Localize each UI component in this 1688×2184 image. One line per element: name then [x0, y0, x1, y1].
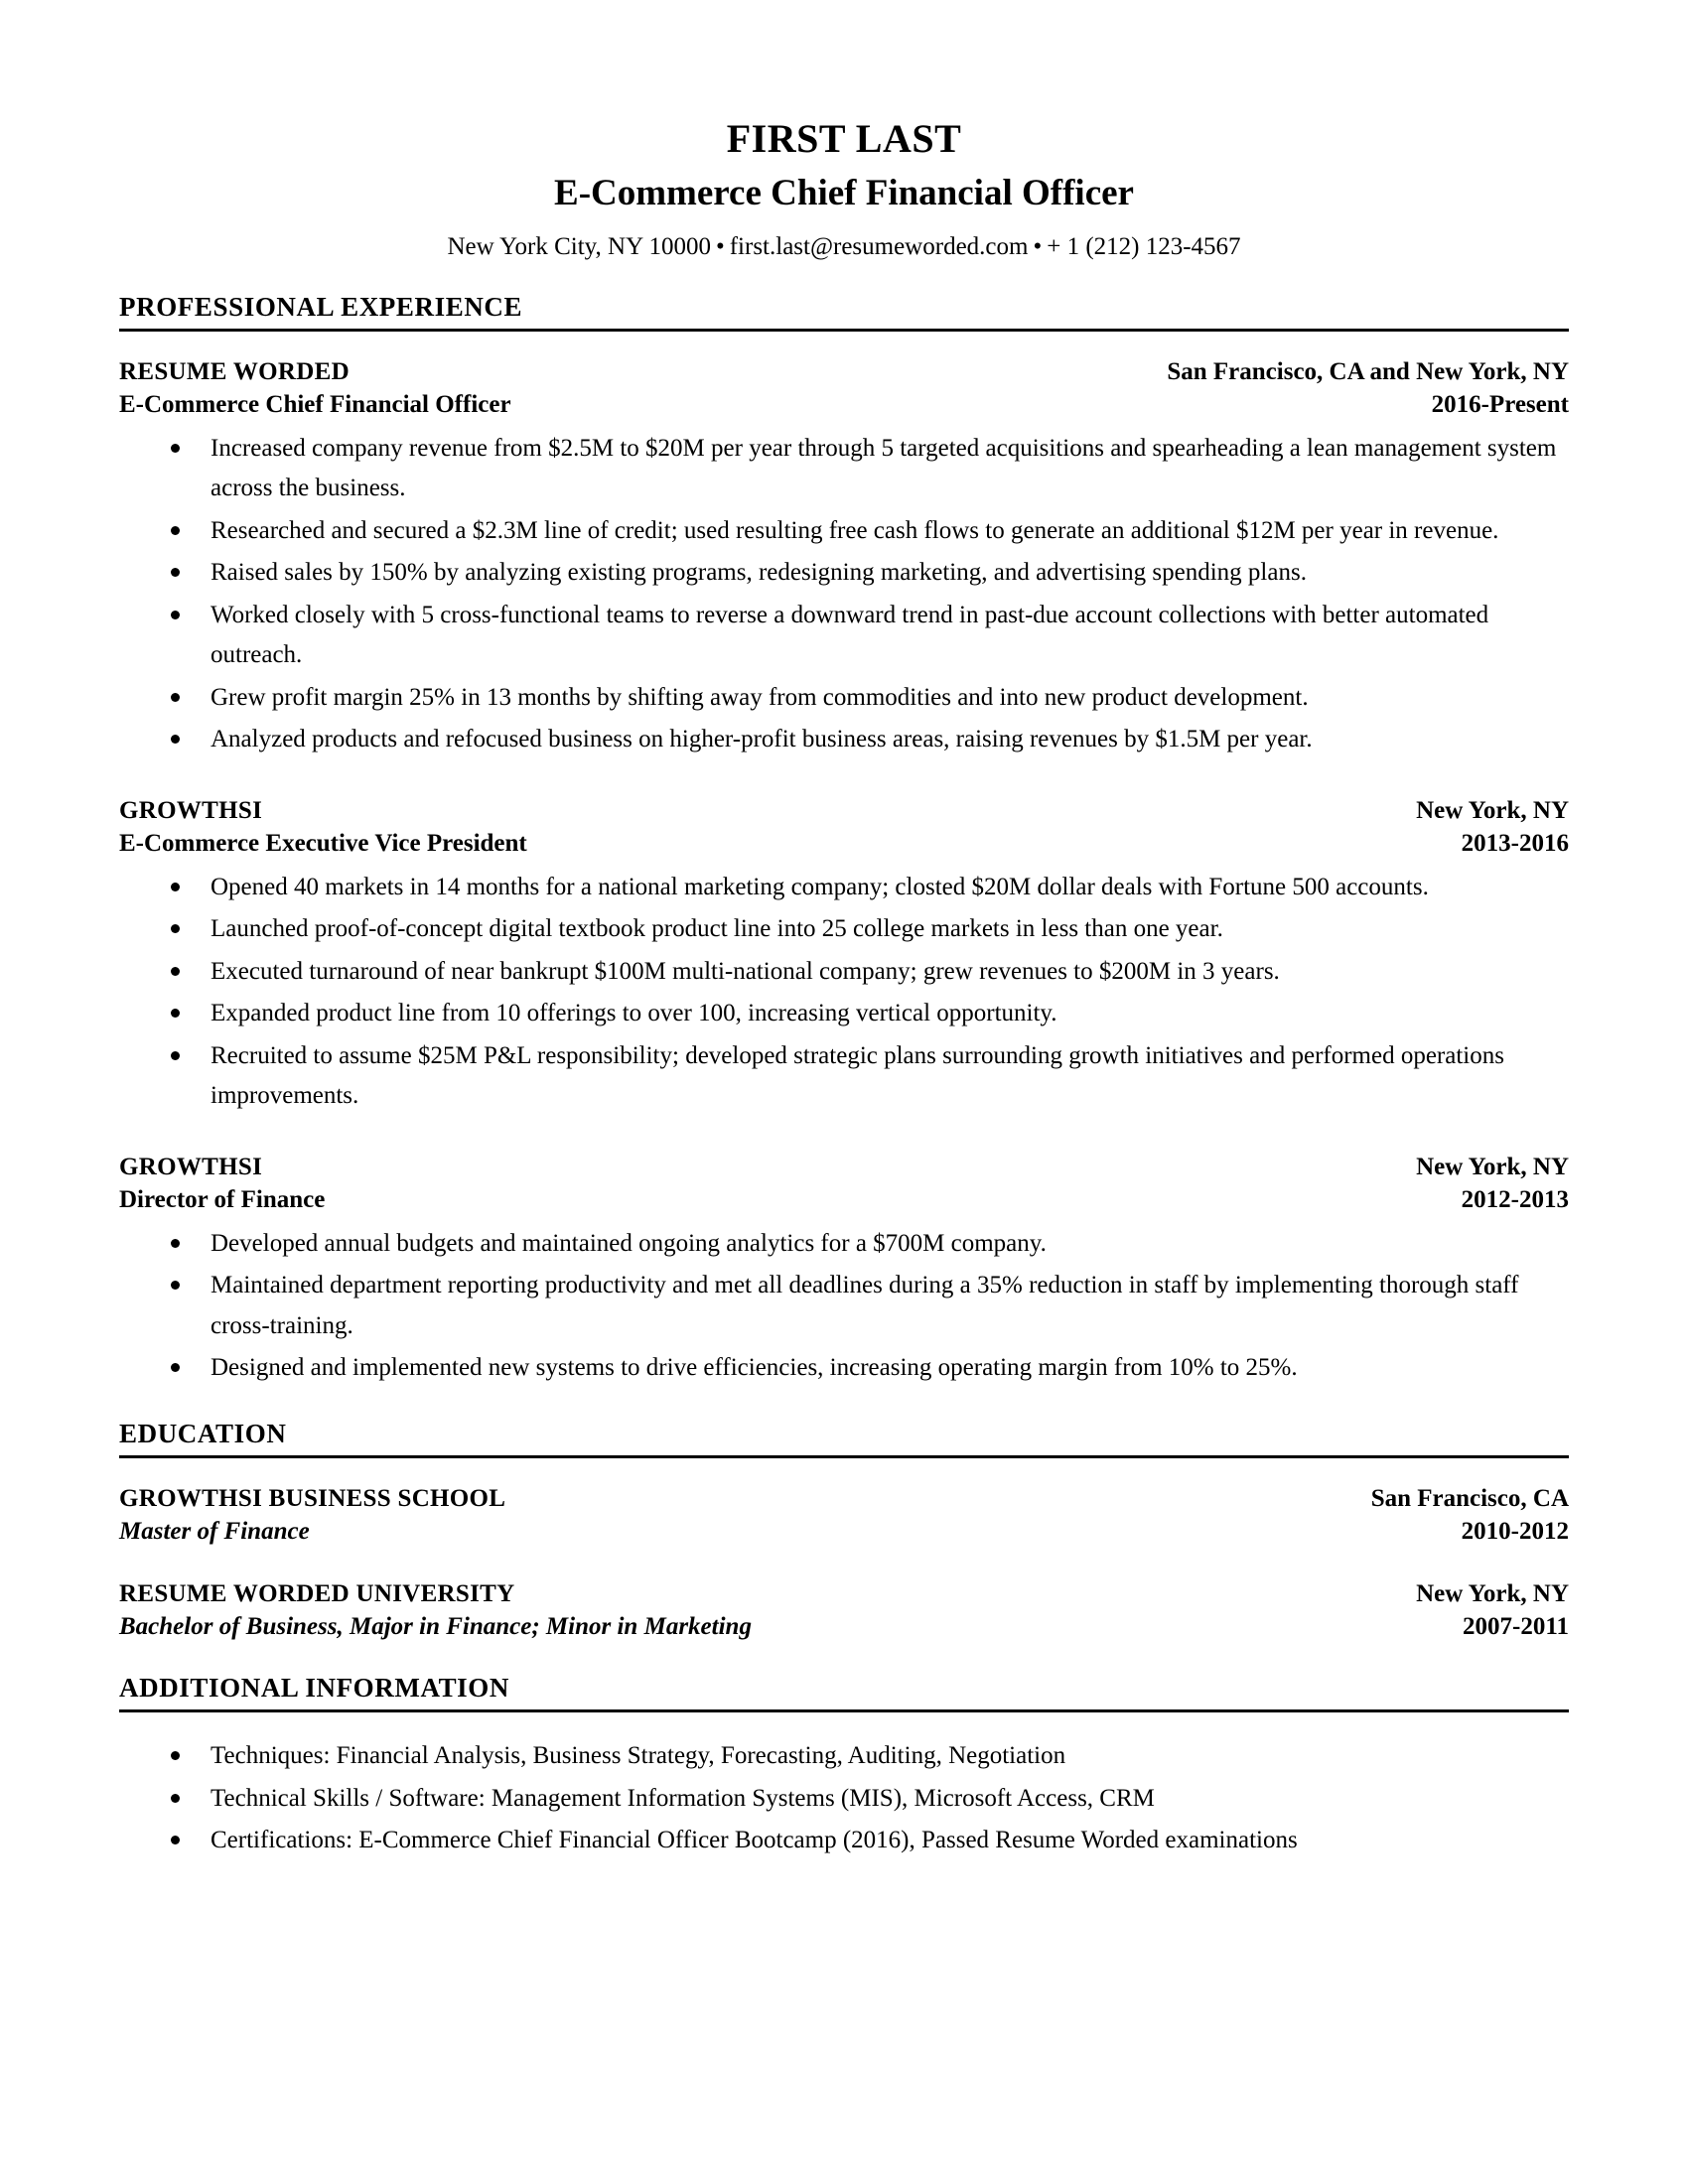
education-school-row — [119, 1482, 1569, 1515]
experience-role-row — [119, 1183, 1569, 1216]
experience-company: RESUME WORDED — [119, 357, 350, 385]
bullet-text: Opened 40 markets in 14 months for a national marketing company; closted $20M dollar deals with Fortune 500 accounts. — [211, 873, 1429, 900]
experience-bullets — [119, 1224, 1569, 1389]
experience-role-row — [119, 388, 1569, 421]
section-heading-additional: ADDITIONAL INFORMATION — [119, 1673, 1569, 1712]
list-item — [119, 1821, 1569, 1861]
bullet-dot-icon — [171, 1051, 180, 1060]
experience-role: E-Commerce Executive Vice President — [119, 829, 527, 857]
bullet-text: Techniques: Financial Analysis, Business Strategy, Forecasting, Auditing, Negotiation — [211, 1742, 1066, 1770]
bullet-text: Recruited to assume $25M P&L responsibility; developed strategic plans surrounding growth initiatives and performed operations improvements. — [211, 1041, 1504, 1110]
education-degree: Master of Finance — [119, 1517, 310, 1545]
experience-entry — [119, 794, 1569, 1117]
education-degree-row — [119, 1515, 1569, 1548]
experience-location: San Francisco, CA and New York, NY — [1167, 357, 1569, 385]
resume-content — [119, 0, 1569, 1861]
experience-entry — [119, 355, 1569, 760]
list-item — [119, 720, 1569, 760]
bullet-dot-icon — [171, 444, 180, 453]
experience-dates: 2016-Present — [1431, 390, 1569, 418]
list-item — [119, 1266, 1569, 1346]
bullet-text: Raised sales by 150% by analyzing existing programs, redesigning marketing, and advertising spending plans. — [211, 559, 1307, 587]
list-item — [119, 1779, 1569, 1820]
experience-entry — [119, 1151, 1569, 1389]
list-item — [119, 1348, 1569, 1389]
bullet-dot-icon — [171, 735, 180, 744]
section-heading-education: EDUCATION — [119, 1419, 1569, 1458]
education-school: GROWTHSI BUSINESS SCHOOL — [119, 1484, 506, 1512]
bullet-text: Maintained department reporting productivity and met all deadlines during a 35% reduction in staff by implementing thorough staff cross-training. — [211, 1272, 1519, 1339]
list-item — [119, 868, 1569, 908]
section-professional-experience — [119, 292, 1569, 1389]
bullet-text: Analyzed products and refocused business on higher-profit business areas, raising revenues by $1.5M per year. — [211, 726, 1313, 753]
experience-company: GROWTHSI — [119, 1153, 263, 1180]
list-item — [119, 678, 1569, 719]
list-item — [119, 1736, 1569, 1777]
bullet-text: Expanded product line from 10 offerings to over 100, increasing vertical opportunity. — [211, 1000, 1057, 1027]
bullet-dot-icon — [171, 526, 180, 535]
candidate-name: FIRST LAST — [726, 116, 962, 161]
bullet-text: Designed and implemented new systems to drive efficiencies, increasing operating margin from 10% to 25%. — [211, 1354, 1298, 1382]
experience-dates: 2013-2016 — [1461, 829, 1569, 857]
contact-phone: + 1 (212) 123-4567 — [1047, 232, 1241, 260]
bullet-dot-icon — [171, 1239, 180, 1248]
education-dates: 2007-2011 — [1463, 1612, 1569, 1640]
experience-bullets — [119, 429, 1569, 760]
education-degree-row — [119, 1610, 1569, 1643]
education-school: RESUME WORDED UNIVERSITY — [119, 1579, 515, 1607]
education-degree: Bachelor of Business, Major in Finance; Minor in Marketing — [119, 1612, 752, 1640]
experience-role-row — [119, 827, 1569, 860]
bullet-dot-icon — [171, 1009, 180, 1018]
list-item — [119, 511, 1569, 552]
list-item — [119, 1224, 1569, 1265]
list-item — [119, 952, 1569, 993]
bullet-dot-icon — [171, 967, 180, 976]
bullet-dot-icon — [171, 1363, 180, 1372]
bullet-text: Developed annual budgets and maintained ongoing analytics for a $700M company. — [211, 1229, 1047, 1257]
bullet-text: Researched and secured a $2.3M line of credit; used resulting free cash flows to generate an additional $12M per year in revenue. — [211, 516, 1499, 544]
bullet-dot-icon — [171, 568, 180, 577]
contact-separator-2: • — [1033, 232, 1043, 260]
section-education — [119, 1419, 1569, 1643]
contact-line — [119, 232, 1569, 262]
contact-email[interactable]: first.last@resumeworded.com — [729, 232, 1029, 260]
bullet-dot-icon — [171, 1751, 180, 1760]
bullet-dot-icon — [171, 1794, 180, 1803]
list-item — [119, 909, 1569, 950]
candidate-title: E-Commerce Chief Financial Officer — [554, 173, 1134, 214]
bullet-text: Technical Skills / Software: Management Information Systems (MIS), Microsoft Access, CRM — [211, 1784, 1155, 1812]
bullet-dot-icon — [171, 924, 180, 933]
experience-bullets — [119, 868, 1569, 1117]
section-additional-information — [119, 1673, 1569, 1861]
bullet-text: Worked closely with 5 cross-functional teams to reverse a downward trend in past-due account collections with better automated outreach. — [211, 601, 1489, 669]
bullet-text: Launched proof-of-concept digital textbook product line into 25 college markets in less than one year. — [211, 915, 1223, 943]
experience-role: E-Commerce Chief Financial Officer — [119, 390, 511, 418]
experience-dates: 2012-2013 — [1461, 1185, 1569, 1213]
education-entry — [119, 1482, 1569, 1548]
bullet-dot-icon — [171, 611, 180, 619]
list-item — [119, 596, 1569, 676]
experience-company: GROWTHSI — [119, 796, 263, 824]
additional-information-list — [119, 1736, 1569, 1861]
section-heading-experience: PROFESSIONAL EXPERIENCE — [119, 292, 1569, 332]
education-location: New York, NY — [1416, 1579, 1569, 1607]
bullet-text: Increased company revenue from $2.5M to $20M per year through 5 targeted acquisitions and spearheading a lean management system across the business. — [211, 434, 1557, 502]
bullet-dot-icon — [171, 1281, 180, 1290]
experience-company-row — [119, 1151, 1569, 1183]
bullet-text: Grew profit margin 25% in 13 months by shifting away from commodities and into new product development. — [211, 683, 1309, 711]
experience-role: Director of Finance — [119, 1185, 326, 1213]
list-item — [119, 994, 1569, 1034]
education-dates: 2010-2012 — [1461, 1517, 1569, 1545]
list-item — [119, 429, 1569, 509]
education-school-row — [119, 1577, 1569, 1610]
experience-location: New York, NY — [1416, 796, 1569, 824]
resume-header — [119, 117, 1569, 262]
contact-location: New York City, NY 10000 — [447, 232, 711, 260]
education-entry — [119, 1577, 1569, 1643]
bullet-dot-icon — [171, 883, 180, 891]
list-item — [119, 553, 1569, 594]
contact-separator-1: • — [715, 232, 725, 260]
experience-location: New York, NY — [1416, 1153, 1569, 1180]
experience-company-row — [119, 794, 1569, 827]
bullet-text: Executed turnaround of near bankrupt $100M multi-national company; grew revenues to $200M in 3 years. — [211, 957, 1280, 985]
bullet-text: Certifications: E-Commerce Chief Financial Officer Bootcamp (2016), Passed Resume Worded examinations — [211, 1827, 1298, 1854]
list-item — [119, 1036, 1569, 1117]
bullet-dot-icon — [171, 693, 180, 702]
bullet-dot-icon — [171, 1836, 180, 1844]
experience-company-row — [119, 355, 1569, 388]
education-location: San Francisco, CA — [1370, 1484, 1569, 1512]
